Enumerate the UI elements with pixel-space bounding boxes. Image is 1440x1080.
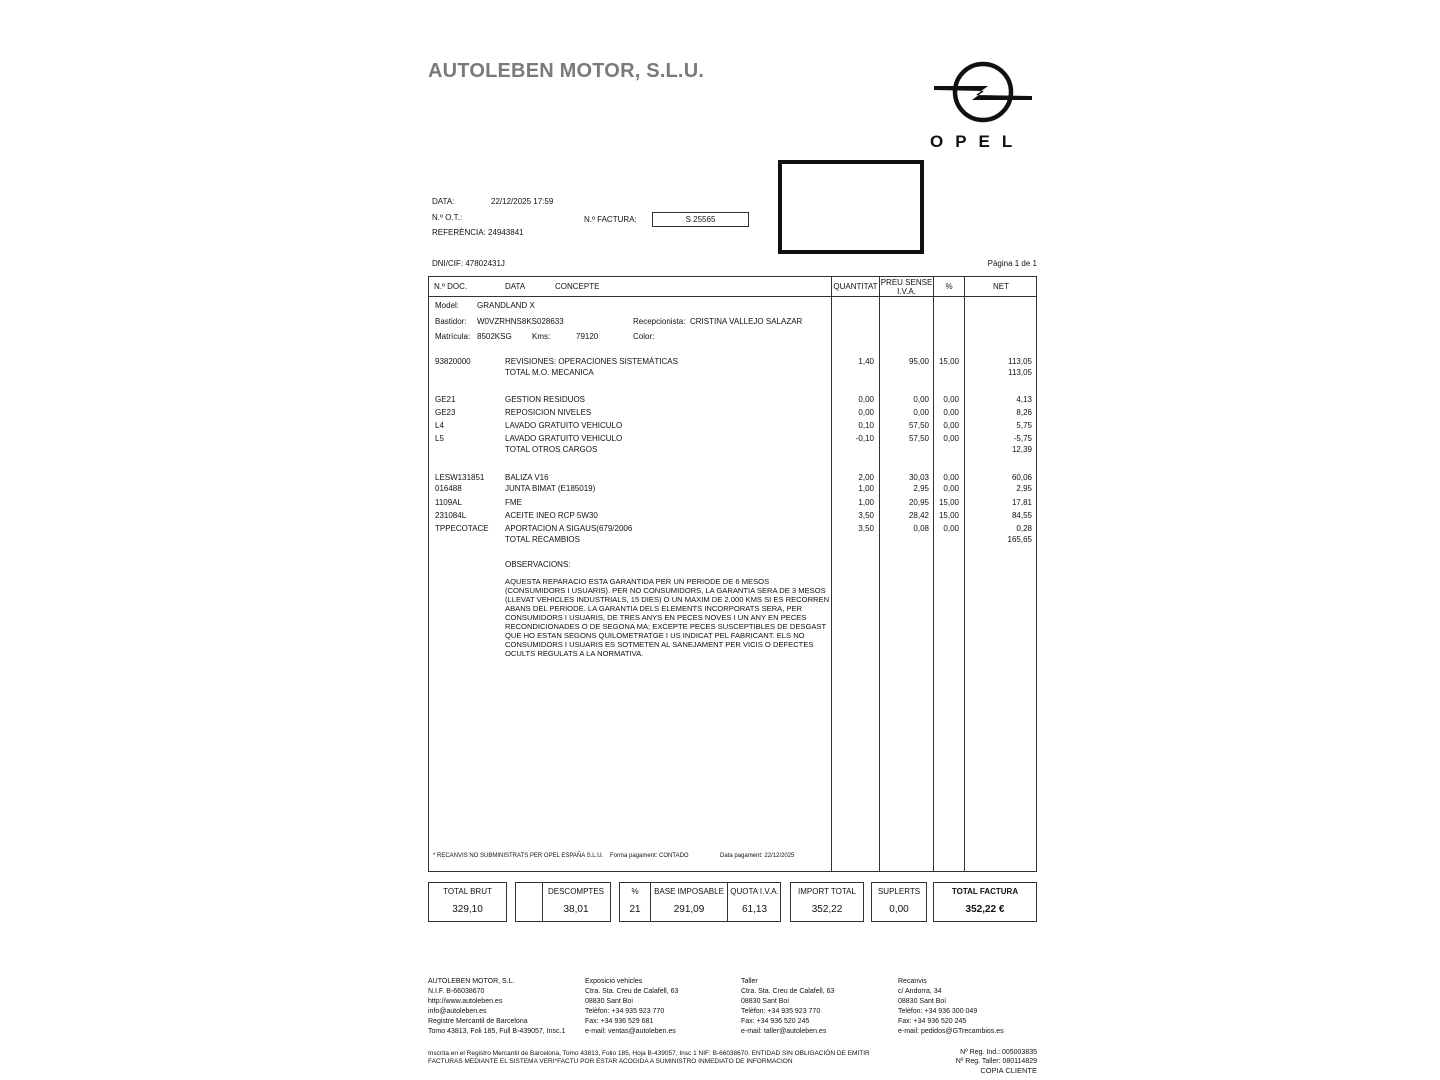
- footer-col1-line[interactable]: info@autoleben.es: [428, 1008, 487, 1015]
- total-factura-value: 352,22 €: [965, 904, 1005, 915]
- observations-text: AQUESTA REPARACIO ESTA GARANTIDA PER UN PERIODE DE 6 MESOS (CONSUMIDORS I USUARIS). PER NO CONSUMIDORS, LA GARANTIA SERA DE 3 MESOS (LLEVAT VEHICLES INDUSTRIALS, 15 DIES) O UN MAXIM DE 2.000 KMS SI ES RECORREN ABANS DEL PERIODE. LA GARANTIA DELS ELEMENTS INCORPORATS SERA, PER CONSUMIDORS I USUARIS, DE TRES ANYS EN PECES NOVES I UN ANY EN PECES RECONDICIONADES O DE SEGONA MA; EXCEPTE PECES SUSCEPTIBLES DE DESGAST QUE HO ESTAN SEGONS QUILOMETRATGE I US INDICAT PEL FABRICANT. ELS NO CONSUMIDORS I USUARIS ES SOTMETEN AL SANEJAMENT PER VICIS O DEFECTES OCULTS REGULATS A LA NORMATIVA.: [505, 577, 830, 658]
- row-pct: 0,00: [943, 395, 959, 404]
- row-code: TPPECOTACE: [435, 524, 489, 533]
- row-pct: 0,00: [943, 421, 959, 430]
- row-description: BALIZA V16: [505, 473, 549, 482]
- company-title: AUTOLEBEN MOTOR, S.L.U.: [428, 60, 705, 82]
- row-code: 93820000: [435, 357, 471, 366]
- row-pct: 0,00: [943, 484, 959, 493]
- model-value: GRANDLAND X: [477, 301, 535, 310]
- total-brut-box: [428, 882, 507, 922]
- dni-cif: DNI/CIF: 47802431J: [432, 259, 505, 268]
- footer-col4-line: Recanvis: [898, 978, 927, 985]
- row-unit-price: 95,00: [908, 357, 929, 366]
- footer-col2-line: 08830 Sant Boi: [585, 998, 633, 1005]
- col-header-net: NET: [993, 282, 1009, 291]
- brand-wordmark: OPEL: [930, 132, 1025, 151]
- row-description: GESTION RESIDUOS: [505, 395, 586, 404]
- import-total-box: [790, 882, 864, 922]
- tax-box: [619, 882, 781, 922]
- footer-col1-line: Tomo 43813, Foli 185, Full B-439057, Insc.1: [428, 1028, 566, 1035]
- row-net: -5,75: [1013, 434, 1032, 443]
- row-net: 165,65: [1007, 535, 1032, 544]
- row-pct: 0,00: [943, 524, 959, 533]
- reg-ind: Nº Reg. Ind.: 005003835: [960, 1049, 1037, 1056]
- row-net: 84,55: [1011, 511, 1032, 520]
- row-description: TOTAL M.O. MECANICA: [505, 368, 594, 377]
- footer-col4-line: c/ Andorra, 34: [898, 988, 942, 995]
- base-imposable-label: BASE IMPOSABLE: [654, 887, 724, 896]
- date-label: DATA:: [432, 197, 455, 206]
- quota-iva-label: QUOTA I.V.A.: [730, 887, 779, 896]
- row-description: LAVADO GRATUITO VEHICULO: [505, 434, 623, 443]
- row-quantity: 3,50: [858, 524, 874, 533]
- footer-col1-line[interactable]: http://www.autoleben.es: [428, 998, 503, 1005]
- row-unit-price: 0,00: [913, 408, 929, 417]
- row-description: FME: [505, 498, 522, 507]
- row-code: L5: [435, 434, 444, 443]
- row-pct: 15,00: [938, 357, 959, 366]
- row-unit-price: 30,03: [908, 473, 929, 482]
- suplerts-label: SUPLERTS: [877, 887, 921, 896]
- footer-col1-line: Registre Mercantil de Barcelona: [428, 1018, 528, 1025]
- observations-title: OBSERVACIONS:: [505, 560, 571, 569]
- import-total-label: IMPORT TOTAL: [798, 887, 856, 896]
- opel-blitz-logo-icon: [928, 56, 1038, 128]
- color-label: Color:: [633, 332, 655, 341]
- row-pct: 0,00: [943, 434, 959, 443]
- total-factura-label: TOTAL FACTURA: [951, 887, 1019, 896]
- footer-col2-line: Telèfon: +34 935 923 770: [585, 1008, 665, 1015]
- row-description: APORTACION A SIGAUS(679/2006: [505, 524, 633, 533]
- row-code: GE21: [435, 395, 456, 404]
- table-header-divider: [428, 296, 1037, 297]
- footer-col2-line[interactable]: e-mail: ventas@autoleben.es: [585, 1028, 676, 1035]
- kms-label: Kms:: [532, 332, 551, 341]
- row-net: 4,13: [1016, 395, 1032, 404]
- row-net: 5,75: [1016, 421, 1032, 430]
- base-imposable-value: 291,09: [673, 904, 705, 915]
- reference-label: REFERÈNCIA:: [432, 228, 486, 237]
- row-quantity: 0,10: [858, 421, 874, 430]
- footer-col1-line: N.I.F. B-66038670: [428, 988, 485, 995]
- footer-col3-line: Telèfon: +34 935 923 770: [741, 1008, 821, 1015]
- row-unit-price: 20,95: [908, 498, 929, 507]
- col-header-data: DATA: [505, 282, 526, 291]
- row-pct: 0,00: [943, 473, 959, 482]
- descomptes-box: [515, 882, 611, 922]
- footer-col3-line: Fax: +34 936 520 245: [741, 1018, 810, 1025]
- footer-col2-line: Fax: +34 936 529 681: [585, 1018, 654, 1025]
- legal-line-1: Inscrita en el Registro Mercantil de Barcelona, Tomo 43813, Folio 185, Hoja B-439057, Insc 1 NIF: B-66038670. ENTIDAD SIN OBLIGACIÓN DE EMITIR: [428, 1050, 870, 1057]
- recepcionista-label: Recepcionista:: [633, 317, 686, 326]
- reference-value: 24943841: [488, 228, 524, 237]
- recanvis-note: * RECANVIS NO SUBMINISTRATS PER OPEL ESPAÑA S.L.U.: [433, 853, 604, 859]
- row-unit-price: 57,50: [908, 434, 929, 443]
- footer-col3-line: Taller: [741, 978, 758, 985]
- row-quantity: 1,40: [858, 357, 874, 366]
- col-header-preu-line1: PREU SENSE: [880, 278, 933, 287]
- descomptes-label: DESCOMPTES: [547, 887, 604, 896]
- total-brut-label: TOTAL BRUT: [443, 887, 492, 896]
- col-header-pct: %: [945, 282, 953, 291]
- invoice-number-value: S 25565: [652, 212, 749, 227]
- row-quantity: -0,10: [855, 434, 874, 443]
- row-net: 2,95: [1016, 484, 1032, 493]
- row-quantity: 1,00: [858, 498, 874, 507]
- row-description: REVISIONES: OPERACIONES SISTEMÁTICAS: [505, 357, 678, 366]
- row-net: 113,05: [1008, 357, 1032, 366]
- row-code: LESW131851: [435, 473, 485, 482]
- row-description: TOTAL RECAMBIOS: [505, 535, 580, 544]
- row-code: 1109AL: [435, 498, 462, 507]
- bastidor-value: W0VZRHNS8KS028633: [477, 317, 564, 326]
- row-net: 113,05: [1008, 368, 1032, 377]
- page-number: Pàgina 1 de 1: [987, 259, 1037, 268]
- row-pct: 15,00: [938, 511, 959, 520]
- quota-iva-value: 61,13: [741, 904, 768, 915]
- footer-col3-line: 08830 Sant Boi: [741, 998, 789, 1005]
- row-unit-price: 0,00: [913, 395, 929, 404]
- footer-col3-line: Ctra. Sta. Creu de Calafell, 63: [741, 988, 835, 995]
- footer-col1-line: AUTOLEBEN MOTOR, S.L.: [428, 978, 515, 985]
- row-code: L4: [435, 421, 444, 430]
- row-description: TOTAL OTROS CARGOS: [505, 445, 598, 454]
- col-header-ndoc: N.º DOC.: [434, 282, 468, 291]
- row-net: 8,26: [1016, 408, 1032, 417]
- row-quantity: 1,00: [858, 484, 874, 493]
- row-description: LAVADO GRATUITO VEHICULO: [505, 421, 623, 430]
- footer-col4-line[interactable]: e-mail: pedidos@GTrecambios.es: [898, 1028, 1004, 1035]
- ot-label: N.º O.T.:: [432, 213, 463, 222]
- footer-col3-line[interactable]: e-mail: taller@autoleben.es: [741, 1028, 827, 1035]
- row-code: 231084L: [435, 511, 467, 520]
- payment-date: Data pagament: 22/12/2025: [720, 853, 795, 859]
- row-description: ACEITE INEO RCP 5W30: [505, 511, 598, 520]
- footer-col4-line: 08830 Sant Boi: [898, 998, 946, 1005]
- kms-value: 79120: [576, 332, 599, 341]
- row-net: 17,81: [1011, 498, 1032, 507]
- recepcionista-value: CRISTINA VALLEJO SALAZAR: [690, 317, 803, 326]
- footer-col4-line: Fax: +34 936 520 245: [898, 1018, 967, 1025]
- legal-line-2: FACTURAS MEDIANTE EL SISTEMA VERI*FACTU POR ESTAR ACOGIDA A SUMINISTRO INMEDIATO DE INFORMACION: [428, 1058, 793, 1065]
- row-net: 0,28: [1016, 524, 1032, 533]
- footer-col2-line: Ctra. Sta. Creu de Calafell, 63: [585, 988, 679, 995]
- tax-pct-value: 21: [629, 904, 641, 915]
- matricula-label: Matrícula:: [435, 332, 471, 341]
- row-pct: 15,00: [938, 498, 959, 507]
- payment-method: Forma pagament: CONTADO: [610, 853, 689, 859]
- row-code: 016488: [435, 484, 462, 493]
- footer-col2-line: Exposició vehicles: [585, 978, 643, 985]
- footer-col4-line: Telèfon: +34 936 300 049: [898, 1008, 978, 1015]
- date-value: 22/12/2025 17:59: [491, 197, 554, 206]
- row-net: 12,39: [1011, 445, 1032, 454]
- row-unit-price: 28,42: [908, 511, 929, 520]
- import-total-value: 352,22: [811, 904, 843, 915]
- invoice-number-label: N.º FACTURA:: [584, 215, 637, 224]
- row-unit-price: 57,50: [908, 421, 929, 430]
- suplerts-value: 0,00: [889, 904, 909, 915]
- matricula-value: 8502KSG: [477, 332, 512, 341]
- col-header-quantitat: QUANTITAT: [833, 282, 878, 291]
- row-net: 60,06: [1011, 473, 1032, 482]
- col-header-concepte: CONCEPTE: [555, 282, 600, 291]
- col-header-preu: [880, 278, 933, 296]
- row-description: JUNTA BIMAT (E185019): [505, 484, 596, 493]
- row-quantity: 0,00: [858, 408, 874, 417]
- address-box: [778, 160, 924, 254]
- row-quantity: 0,00: [858, 395, 874, 404]
- row-code: GE23: [435, 408, 456, 417]
- copy-label: COPIA CLIENTE: [980, 1066, 1037, 1075]
- row-unit-price: 2,95: [913, 484, 929, 493]
- model-label: Model:: [435, 301, 460, 310]
- descomptes-value: 38,01: [563, 904, 589, 915]
- row-quantity: 2,00: [858, 473, 874, 482]
- total-factura-box: [933, 882, 1037, 922]
- row-description: REPOSICION NIVELES: [505, 408, 592, 417]
- row-pct: 0,00: [943, 408, 959, 417]
- reg-taller: Nº Reg. Taller: 080114829: [955, 1058, 1037, 1065]
- total-brut-value: 329,10: [452, 904, 483, 915]
- tax-pct-label: %: [631, 887, 639, 896]
- row-quantity: 3,50: [858, 511, 874, 520]
- suplerts-box: [871, 882, 927, 922]
- bastidor-label: Bastidor:: [435, 317, 467, 326]
- col-header-preu-line2: I.V.A.: [897, 287, 916, 296]
- row-unit-price: 0,08: [913, 524, 929, 533]
